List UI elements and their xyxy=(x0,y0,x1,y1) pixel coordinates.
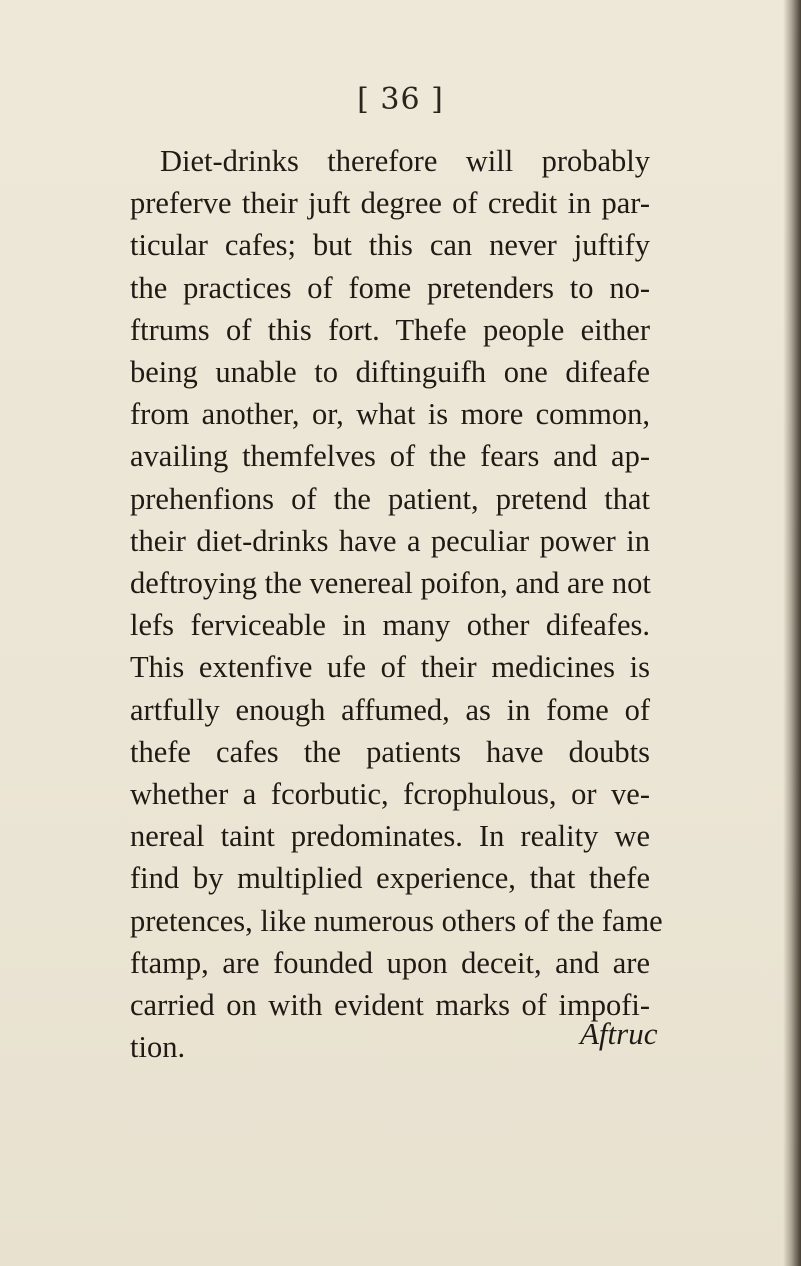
text-line: nereal taint predominates. In reality we xyxy=(130,819,650,854)
text-line: pretences, like numerous others of the fame xyxy=(130,903,663,938)
text-line: This extenfive ufe of their medicines is xyxy=(130,650,650,685)
text-line: whether a fcorbutic, fcrophulous, or ve- xyxy=(130,777,650,812)
text-line: thefe cafes the patients have doubts xyxy=(130,734,650,769)
catchword: Aftruc xyxy=(580,1016,658,1051)
text-line: from another, or, what is more common, xyxy=(130,397,650,432)
body-text xyxy=(130,140,663,1068)
text-line: ticular cafes; but this can never juftify xyxy=(130,228,650,263)
text-line: Diet-drinks therefore will probably xyxy=(160,144,650,178)
text-line: availing themfelves of the fears and ap- xyxy=(130,439,650,474)
text-line: ftamp, are founded upon deceit, and are xyxy=(130,945,650,980)
text-line: find by multiplied experience, that thefe xyxy=(130,861,650,896)
page-edge-shadow xyxy=(783,0,801,1266)
text-line: preferve their juft degree of credit in par- xyxy=(130,186,650,221)
text-line: carried on with evident marks of impofi- xyxy=(130,988,650,1023)
text-line: ftrums of this fort. Thefe people either xyxy=(130,312,650,347)
text-line: prehenfions of the patient, pretend that xyxy=(130,481,650,516)
text-line: being unable to diftinguifh one difeafe xyxy=(130,355,650,390)
text-line: lefs ferviceable in many other difeafes. xyxy=(130,608,650,643)
page-number: [ 36 ] xyxy=(357,82,444,117)
text-line: the practices of fome pretenders to no- xyxy=(130,270,650,305)
text-line: their diet-drinks have a peculiar power in xyxy=(130,523,650,558)
text-line: artfully enough affumed, as in fome of xyxy=(130,692,650,727)
text-line: deftroying the venereal poifon, and are not xyxy=(130,566,651,601)
text-line: tion. xyxy=(130,1030,186,1065)
